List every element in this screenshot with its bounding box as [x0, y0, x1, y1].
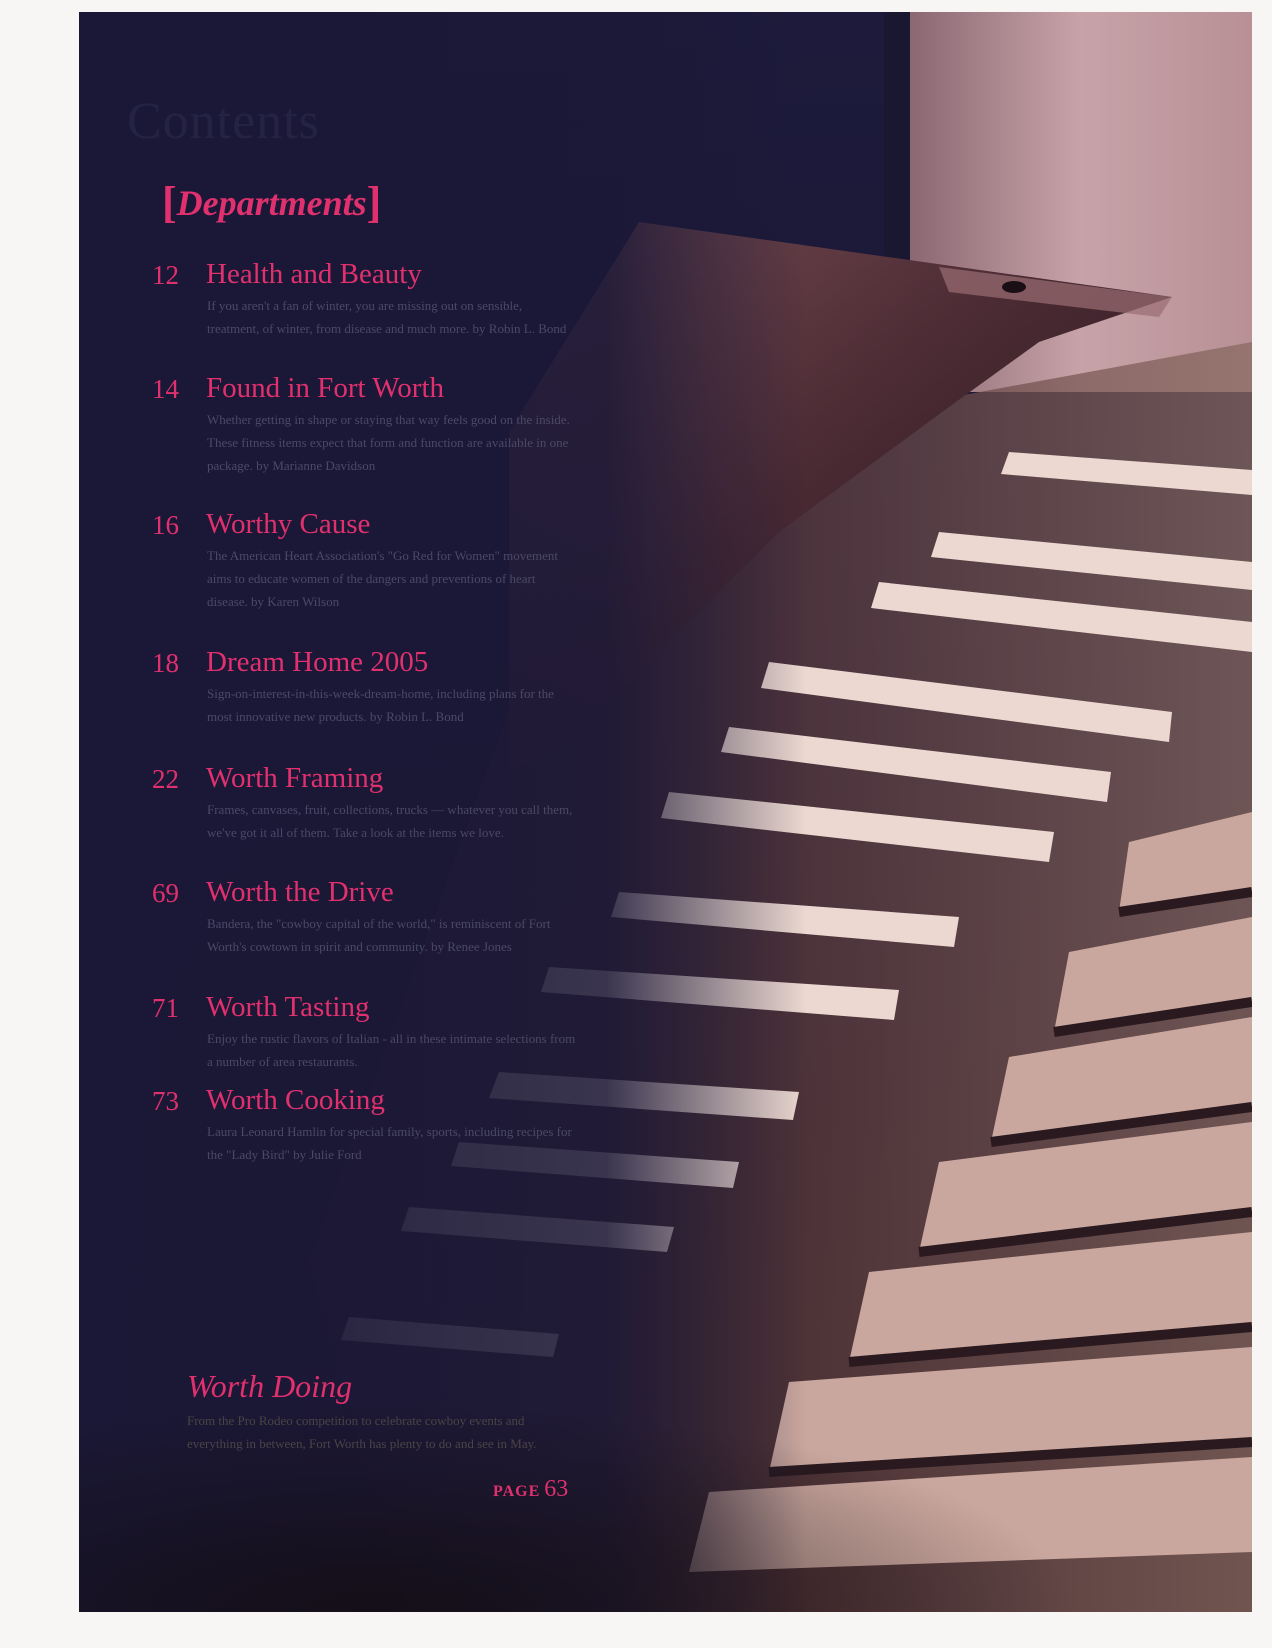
toc-description: Frames, canvases, fruit, collections, trucks — whatever you call them, we've got it all of them. Take a look at the items we love. [207, 802, 573, 840]
toc-description: Bandera, the "cowboy capital of the world," is reminiscent of Fort Worth's cowtown in spirit and community. by Renee Jones [207, 916, 551, 954]
toc-title: Worth the Drive [206, 876, 394, 908]
toc-title: Health and Beauty [206, 258, 422, 290]
toc-title: Found in Fort Worth [206, 372, 445, 404]
toc-description: Laura Leonard Hamlin for special family, sports, including recipes for the "Lady Bird" by Julie Ford [207, 1124, 572, 1162]
toc-page-number: 73 [152, 1086, 179, 1116]
section-heading [162, 177, 381, 228]
toc-page-number: 14 [152, 374, 179, 404]
magazine-page [79, 12, 1252, 1612]
feature-description: From the Pro Rodeo competition to celebrate cowboy events and everything in between, Fort Worth has plenty to do and see in May. [187, 1413, 537, 1451]
bracket-open: [ [162, 178, 177, 227]
toc-page-number: 12 [152, 260, 179, 290]
toc-page-number: 18 [152, 648, 179, 678]
masthead-title: Contents [127, 93, 320, 150]
toc-title: Worth Framing [206, 762, 384, 794]
toc-description: Sign-on-interest-in-this-week-dream-home, including plans for the most innovative new products. by Robin L. Bond [207, 686, 554, 724]
toc-title: Dream Home 2005 [206, 646, 429, 678]
section-label: Departments [176, 183, 367, 223]
bracket-close: ] [366, 178, 382, 227]
toc-description: The American Heart Association's "Go Red for Women" movement aims to educate women of the dangers and preventions of heart disease. by Karen Wilson [207, 548, 559, 609]
feature-title: Worth Doing [187, 1368, 353, 1404]
toc-page-number: 69 [152, 878, 179, 908]
toc-description: Enjoy the rustic flavors of Italian - all in these intimate selections from a number of area restaurants. [207, 1031, 576, 1069]
toc-title: Worth Cooking [206, 1084, 385, 1116]
feature-page-number: 63 [544, 1476, 569, 1502]
toc-page-number: 22 [152, 764, 179, 794]
feature-page-label: PAGE [493, 1483, 541, 1500]
toc-title: Worth Tasting [206, 991, 370, 1023]
toc-page-number: 71 [152, 993, 179, 1023]
toc-title: Worthy Cause [206, 508, 371, 540]
toc-page-number: 16 [152, 510, 179, 540]
feature-teaser[interactable] [187, 1368, 607, 1502]
feature-page-ref [493, 1476, 568, 1503]
toc-description: If you aren't a fan of winter, you are missing out on sensible, treatment, of winter, from disease and much more. by Robin L. Bond [207, 298, 567, 336]
toc-description: Whether getting in shape or staying that way feels good on the inside. These fitness items expect that form and function are available in one package. by Marianne Davidson [207, 412, 570, 473]
